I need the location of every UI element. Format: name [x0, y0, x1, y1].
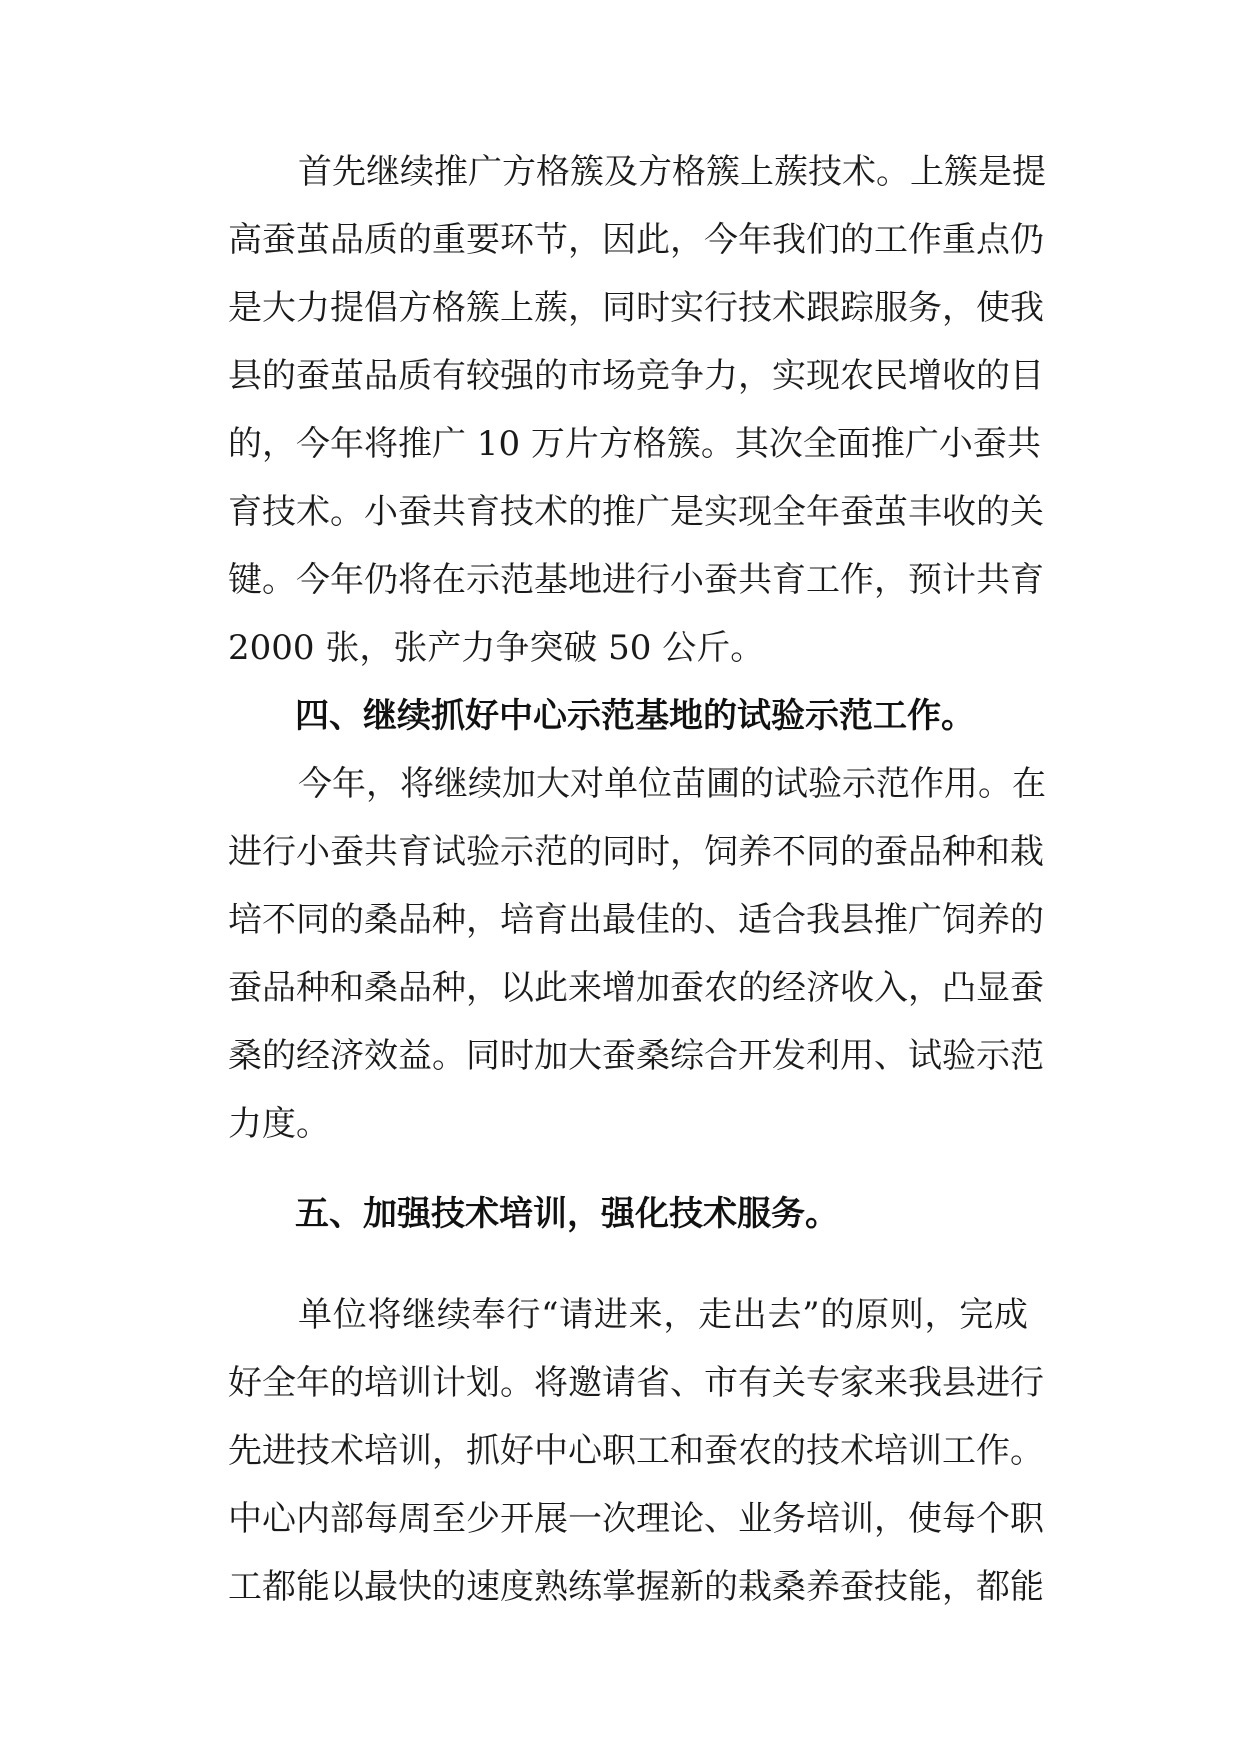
paragraph-line: 首先继续推广方格簇及方格簇上蔟技术。上簇是提	[298, 152, 1046, 192]
paragraph-line: 是大力提倡方格簇上蔟，同时实行技术跟踪服务，使我	[228, 288, 1044, 328]
paragraph-line: 育技术。小蚕共育技术的推广是实现全年蚕茧丰收的关	[228, 492, 1044, 532]
paragraph-line: 培不同的桑品种，培育出最佳的、适合我县推广饲养的	[228, 900, 1044, 940]
paragraph-line: 键。今年仍将在示范基地进行小蚕共育工作，预计共育	[228, 560, 1044, 600]
section-heading-4: 四、继续抓好中心示范基地的试验示范工作。	[295, 696, 975, 736]
paragraph-line: 力度。	[228, 1104, 330, 1144]
paragraph-line: 单位将继续奉行“请进来，走出去”的原则，完成	[298, 1295, 1028, 1335]
paragraph-line: 2000 张，张产力争突破 50 公斤。	[228, 628, 765, 668]
paragraph-line: 进行小蚕共育试验示范的同时，饲养不同的蚕品种和栽	[228, 832, 1044, 872]
paragraph-line: 的，今年将推广 10 万片方格簇。其次全面推广小蚕共	[228, 424, 1041, 464]
paragraph-line: 蚕品种和桑品种，以此来增加蚕农的经济收入，凸显蚕	[228, 968, 1044, 1008]
paragraph-line: 高蚕茧品质的重要环节，因此，今年我们的工作重点仍	[228, 220, 1044, 260]
paragraph-line: 桑的经济效益。同时加大蚕桑综合开发利用、试验示范	[228, 1036, 1044, 1076]
section-heading-5: 五、加强技术培训，强化技术服务。	[295, 1194, 839, 1234]
paragraph-line: 今年，将继续加大对单位苗圃的试验示范作用。在	[298, 764, 1046, 804]
paragraph-line: 先进技术培训，抓好中心职工和蚕农的技术培训工作。	[228, 1431, 1044, 1471]
paragraph-line: 好全年的培训计划。将邀请省、市有关专家来我县进行	[228, 1363, 1044, 1403]
paragraph-line: 中心内部每周至少开展一次理论、业务培训，使每个职	[228, 1499, 1044, 1539]
paragraph-line: 县的蚕茧品质有较强的市场竞争力，实现农民增收的目	[228, 356, 1044, 396]
paragraph-line: 工都能以最快的速度熟练掌握新的栽桑养蚕技能，都能	[228, 1567, 1044, 1607]
